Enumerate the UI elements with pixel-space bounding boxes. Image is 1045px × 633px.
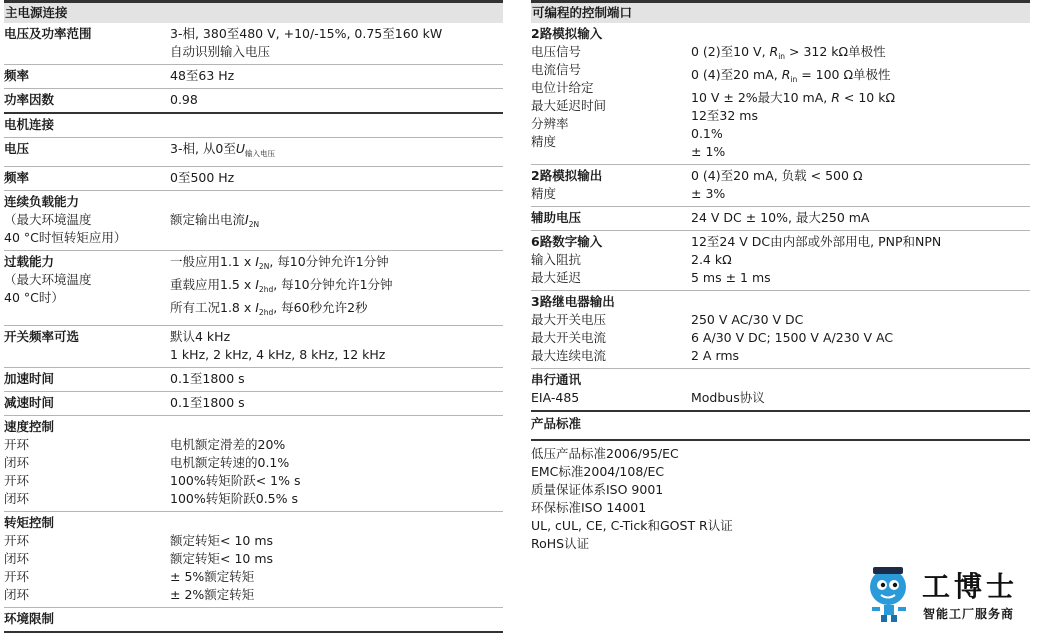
spec-value: 2 A rms bbox=[691, 348, 740, 363]
standard-item: 低压产品标准2006/95/EC bbox=[531, 446, 679, 461]
spec-value: 0 (4)至20 mA, $R_{in} = 100$ Ω单极性 bbox=[691, 67, 891, 84]
spec-label-note: 40 °C时恒转矩应用） bbox=[4, 230, 127, 245]
spec-sublabel: 输入阻抗 bbox=[531, 252, 582, 267]
spec-value: 0.98 bbox=[170, 92, 198, 107]
spec-value: 电机额定滑差的20% bbox=[170, 437, 286, 452]
spec-row-frequency bbox=[4, 65, 503, 89]
spec-row-motor-frequency bbox=[4, 167, 503, 191]
spec-value: ± 1% bbox=[691, 144, 726, 159]
section-title-environment bbox=[4, 608, 503, 633]
spec-value: 0.1至1800 s bbox=[170, 395, 245, 410]
spec-sublabel: EIA-485 bbox=[531, 390, 580, 405]
spec-row-power-factor bbox=[4, 89, 503, 114]
spec-sublabel: 闭环 bbox=[4, 551, 30, 566]
spec-row-aux-voltage bbox=[531, 207, 1030, 231]
spec-sublabel: 电压信号 bbox=[531, 44, 582, 59]
section-title-standards bbox=[531, 412, 1030, 441]
spec-value: 250 V AC/30 V DC bbox=[691, 312, 804, 327]
section-title-programmable-io: 可编程的控制端口 bbox=[531, 0, 1030, 23]
spec-label: 功率因数 bbox=[4, 92, 55, 107]
right-spec-column bbox=[531, 0, 1030, 553]
spec-value: ± 3% bbox=[691, 186, 726, 201]
spec-row-analog-inputs bbox=[531, 23, 1030, 165]
logo-tagline: 智能工厂服务商 bbox=[923, 607, 1015, 621]
standard-item: 环保标准ISO 14001 bbox=[531, 500, 647, 515]
spec-label: 加速时间 bbox=[4, 371, 55, 386]
spec-label: 3路继电器输出 bbox=[531, 294, 615, 309]
spec-value: 重载应用1.5 x $I_{2hd}$, 每10分钟允许1分钟 bbox=[170, 277, 393, 294]
spec-row-serial-comm bbox=[531, 369, 1030, 412]
spec-label: 2路模拟输入 bbox=[531, 26, 603, 41]
spec-row-accel-time bbox=[4, 368, 503, 392]
spec-label: 电压及功率范围 bbox=[4, 26, 92, 41]
spec-value: 额定转矩< 10 ms bbox=[170, 551, 274, 566]
spec-value: 6 A/30 V DC; 1500 V A/230 V AC bbox=[691, 330, 894, 345]
spec-row-continuous-load bbox=[4, 191, 503, 251]
spec-label: 开关频率可选 bbox=[4, 329, 80, 344]
spec-sublabel: 精度 bbox=[531, 186, 557, 201]
spec-value: 所有工况1.8 x $I_{2hd}$, 每60秒允许2秒 bbox=[170, 300, 368, 317]
spec-label: 辅助电压 bbox=[531, 210, 582, 225]
spec-sublabel: 最大开关电压 bbox=[531, 312, 607, 327]
spec-sublabel: 最大连续电流 bbox=[531, 348, 607, 363]
left-spec-column bbox=[4, 0, 503, 633]
mascot-icon bbox=[864, 561, 920, 625]
spec-label: 6路数字输入 bbox=[531, 234, 603, 249]
spec-label: 转矩控制 bbox=[4, 515, 55, 530]
spec-value: 0.1至1800 s bbox=[170, 371, 245, 386]
spec-value: 100%转矩阶跃< 1% s bbox=[170, 473, 301, 488]
spec-row-torque-control bbox=[4, 512, 503, 608]
spec-value: 0.1% bbox=[691, 126, 723, 141]
spec-sublabel: 开环 bbox=[4, 473, 30, 488]
spec-row-analog-outputs bbox=[531, 165, 1030, 207]
spec-sublabel: 闭环 bbox=[4, 455, 30, 470]
standard-item: EMC标准2004/108/EC bbox=[531, 464, 665, 479]
standard-item: RoHS认证 bbox=[531, 536, 590, 551]
spec-row-motor-voltage bbox=[4, 138, 503, 167]
spec-value: 额定转矩< 10 ms bbox=[170, 533, 274, 548]
spec-value: 电机额定转速的0.1% bbox=[170, 455, 290, 470]
spec-sublabel: 开环 bbox=[4, 569, 30, 584]
spec-label: 过载能力 bbox=[4, 254, 55, 269]
spec-label-note: （最大环境温度 bbox=[4, 272, 92, 287]
spec-value: 0 (4)至20 mA, 负载 < 500 Ω bbox=[691, 168, 863, 183]
spec-row-speed-control bbox=[4, 416, 503, 512]
spec-value: 一般应用1.1 x $I_{2N}$, 每10分钟允许1分钟 bbox=[170, 254, 389, 271]
spec-sublabel: 闭环 bbox=[4, 587, 30, 602]
brand-logo bbox=[864, 561, 1034, 627]
spec-sublabel: 电位计给定 bbox=[531, 80, 594, 95]
spec-value: 12至24 V DC由内部或外部用电, PNP和NPN bbox=[691, 234, 942, 249]
spec-value: ± 5%额定转矩 bbox=[170, 569, 255, 584]
spec-sublabel: 最大延迟 bbox=[531, 270, 582, 285]
spec-label: 连续负载能力 bbox=[4, 194, 80, 209]
section-title-main-power: 主电源连接 bbox=[4, 0, 503, 23]
spec-label: 串行通讯 bbox=[531, 372, 582, 387]
spec-value: 额定输出电流$I_{2N}$ bbox=[170, 212, 260, 229]
spec-value: 24 V DC ± 10%, 最大250 mA bbox=[691, 210, 870, 225]
spec-value: 3-相, 从0至$U_{输入电压}$ bbox=[170, 141, 276, 158]
spec-sublabel: 精度 bbox=[531, 134, 557, 149]
standard-item: UL, cUL, CE, C-Tick和GOST R认证 bbox=[531, 518, 733, 533]
section-heading: 电机连接 bbox=[4, 117, 55, 132]
spec-row-switching-frequency bbox=[4, 326, 503, 368]
spec-sublabel: 最大开关电流 bbox=[531, 330, 607, 345]
spec-value: 1 kHz, 2 kHz, 4 kHz, 8 kHz, 12 kHz bbox=[170, 347, 386, 362]
spec-label-note: 40 °C时） bbox=[4, 290, 64, 305]
logo-name: 工博士 bbox=[922, 570, 1019, 603]
standards-list bbox=[531, 441, 1030, 553]
spec-sublabel: 电流信号 bbox=[531, 62, 582, 77]
spec-label: 速度控制 bbox=[4, 419, 55, 434]
spec-sublabel: 闭环 bbox=[4, 491, 30, 506]
spec-row-voltage-power-range bbox=[4, 23, 503, 65]
spec-value: 0 (2)至10 V, $R_{in} > 312$ kΩ单极性 bbox=[691, 44, 886, 61]
section-heading: 环境限制 bbox=[4, 611, 55, 626]
spec-label: 频率 bbox=[4, 68, 30, 83]
spec-sublabel: 开环 bbox=[4, 533, 30, 548]
spec-label: 电压 bbox=[4, 141, 30, 156]
spec-label: 频率 bbox=[4, 170, 30, 185]
spec-label: 减速时间 bbox=[4, 395, 55, 410]
spec-value: 5 ms ± 1 ms bbox=[691, 270, 771, 285]
spec-value: 自动识别输入电压 bbox=[170, 44, 271, 59]
spec-value: 0至500 Hz bbox=[170, 170, 235, 185]
spec-value: 3-相, 380至480 V, +10/-15%, 0.75至160 kW bbox=[170, 26, 443, 41]
spec-row-decel-time bbox=[4, 392, 503, 416]
section-heading: 产品标准 bbox=[531, 416, 582, 431]
spec-value: 12至32 ms bbox=[691, 108, 758, 123]
spec-row-overload bbox=[4, 251, 503, 326]
spec-row-digital-inputs bbox=[531, 231, 1030, 291]
spec-sublabel: 最大延迟时间 bbox=[531, 98, 607, 113]
spec-label: 2路模拟输出 bbox=[531, 168, 603, 183]
spec-sublabel: 开环 bbox=[4, 437, 30, 452]
spec-row-relay-outputs bbox=[531, 291, 1030, 369]
spec-sublabel: 分辨率 bbox=[531, 116, 569, 131]
spec-value: 100%转矩阶跃0.5% s bbox=[170, 491, 298, 506]
standard-item: 质量保证体系ISO 9001 bbox=[531, 482, 664, 497]
spec-value: Modbus协议 bbox=[691, 390, 765, 405]
spec-value: 默认4 kHz bbox=[170, 329, 231, 344]
section-title-motor bbox=[4, 114, 503, 138]
spec-label-note: （最大环境温度 bbox=[4, 212, 92, 227]
spec-value: 48至63 Hz bbox=[170, 68, 235, 83]
spec-value: 10 V ± 2%最大10 mA, R < 10 kΩ bbox=[691, 90, 896, 105]
spec-value: 2.4 kΩ bbox=[691, 252, 732, 267]
spec-value: ± 2%额定转矩 bbox=[170, 587, 255, 602]
